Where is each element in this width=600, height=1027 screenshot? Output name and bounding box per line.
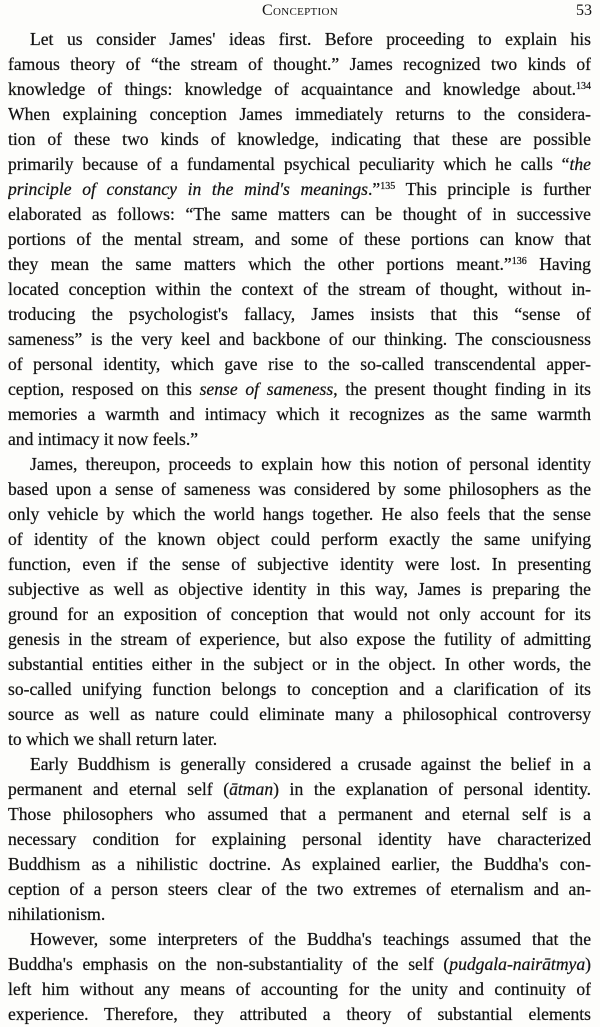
text-segment: Those philosophers who assumed that a permanent and eternal self is a (8, 804, 591, 824)
text-segment: elaborated as follows: “The same matters can be thought of in successive (8, 204, 591, 224)
footnote-reference: 134 (576, 81, 591, 92)
text-segment: located conception within the context of the stream of thought, without in- (8, 279, 591, 299)
text-line (8, 902, 591, 927)
text-segment: Let us consider James' ideas first. Before proceeding to explain his (30, 29, 591, 49)
text-segment: and intimacy it now feels.” (8, 429, 199, 449)
text-segment: necessary condition for explaining personal identity have characterized (8, 829, 591, 849)
text-segment: memories a warmth and intimacy which it recognizes as the same warmth (8, 404, 591, 424)
text-line (8, 202, 591, 227)
text-line (8, 677, 591, 702)
text-line (8, 777, 591, 802)
text-segment: Buddhism as a nihilistic doctrine. As explained earlier, the Buddha's con- (8, 854, 591, 874)
text-segment: , the present thought finding in its (333, 379, 591, 399)
text-line (8, 752, 591, 777)
text-line (8, 927, 591, 952)
text-segment: of personal identity, which gave rise to the so-called transcendental apper- (8, 354, 591, 374)
text-segment: Buddha's emphasis on the non-substantiality of the self ( (8, 954, 450, 974)
text-segment: permanent and eternal self ( (8, 779, 230, 799)
body-text (8, 27, 591, 1027)
text-line (8, 302, 591, 327)
text-line (8, 277, 591, 302)
text-line (8, 877, 591, 902)
text-segment: knowledge of things: knowledge of acquaintance and knowledge about. (8, 79, 576, 99)
text-segment: subjective as well as objective identity in this way, James is preparing the (8, 579, 591, 599)
text-segment: nihilationism. (8, 904, 106, 924)
text-segment: tion of these two kinds of knowledge, indicating that these are possible (8, 129, 591, 149)
text-segment: ground for an exposition of conception that would not only account for its (8, 604, 591, 624)
text-segment: portions of the mental stream, and some of these portions can know that (8, 229, 591, 249)
text-segment: When explaining conception James immediately returns to the considera- (8, 104, 591, 124)
text-segment: of identity of the known object could perform exactly the same unifying (8, 529, 591, 549)
text-segment: to which we shall return later. (8, 729, 218, 749)
text-line (8, 427, 591, 452)
text-line (8, 127, 591, 152)
text-segment: ception, resposed on this (8, 379, 200, 399)
italic-text: principle of constancy in the mind's meanings (8, 179, 368, 199)
footnote-reference: 136 (511, 256, 527, 267)
text-segment: However, some interpreters of the Buddha's teachings assumed that the (30, 929, 591, 949)
chapter-title: Conception (261, 2, 338, 19)
text-line (8, 377, 591, 402)
text-line (8, 627, 591, 652)
text-segment: troducing the psychologist's fallacy, James insists that this “sense of (8, 304, 591, 324)
text-segment: function, even if the sense of subjective identity were lost. In presenting (8, 554, 591, 574)
text-segment: experience. Therefore, they attributed a theory of substantial elements (8, 1004, 591, 1024)
text-line (8, 602, 591, 627)
text-segment: source as well as nature could eliminate many a philosophical controversy (8, 704, 591, 724)
text-segment: This principle is further (395, 179, 591, 199)
text-line (8, 477, 591, 502)
text-segment: primarily because of a fundamental psychical peculiarity which he calls “ (8, 154, 570, 174)
italic-text: pudgala-nairātmya (449, 954, 586, 974)
text-line (8, 802, 591, 827)
text-line (8, 227, 591, 252)
text-segment: ception of a person steers clear of the two extremes of eternalism and an- (8, 879, 591, 899)
text-line (8, 402, 591, 427)
footnote-reference: 135 (380, 181, 396, 192)
text-line (8, 152, 591, 177)
text-segment: .” (368, 179, 381, 199)
text-line (8, 102, 591, 127)
text-segment: sameness” is the very keel and backbone of our thinking. The consciousness (8, 329, 591, 349)
page-number: 53 (576, 2, 592, 19)
italic-text: the (569, 154, 591, 174)
text-segment: substantial entities either in the subject or in the object. In other words, the (8, 654, 591, 674)
text-segment: James, thereupon, proceeds to explain how this notion of personal identity (30, 454, 591, 474)
text-line (8, 827, 591, 852)
text-line (8, 977, 591, 1002)
text-segment: based upon a sense of sameness was considered by some philosophers as the (8, 479, 591, 499)
text-line (8, 1002, 591, 1027)
italic-text: sense of sameness (199, 379, 334, 399)
text-segment: they mean the same matters which the other portions meant.” (8, 254, 512, 274)
text-segment: left him without any means of accounting for the unity and continuity of (8, 979, 591, 999)
text-line (8, 27, 591, 52)
text-line (8, 327, 591, 352)
text-line (8, 177, 591, 202)
text-line (8, 852, 591, 877)
text-segment: ) (585, 954, 591, 974)
text-segment: genesis in the stream of experience, but also expose the futility of admitting (8, 629, 591, 649)
running-head (0, 2, 600, 24)
italic-text: ātman (229, 779, 274, 799)
text-segment: only vehicle by which the world hangs together. He also feels that the sense (8, 504, 591, 524)
text-segment: so-called unifying function belongs to conception and a clarification of its (8, 679, 591, 699)
text-line (8, 527, 591, 552)
text-line (8, 577, 591, 602)
text-line (8, 552, 591, 577)
text-line (8, 502, 591, 527)
text-line (8, 352, 591, 377)
text-line (8, 252, 591, 277)
text-line (8, 727, 591, 752)
text-line (8, 652, 591, 677)
text-line (8, 702, 591, 727)
text-segment: famous theory of “the stream of thought.” James recognized two kinds of (8, 54, 591, 74)
text-line (8, 952, 591, 977)
text-segment: Early Buddhism is generally considered a crusade against the belief in a (30, 754, 591, 774)
text-segment: ) in the explanation of personal identity. (273, 779, 591, 799)
text-line (8, 452, 591, 477)
text-segment: Having (526, 254, 591, 274)
text-line (8, 52, 591, 77)
text-line (8, 77, 591, 102)
